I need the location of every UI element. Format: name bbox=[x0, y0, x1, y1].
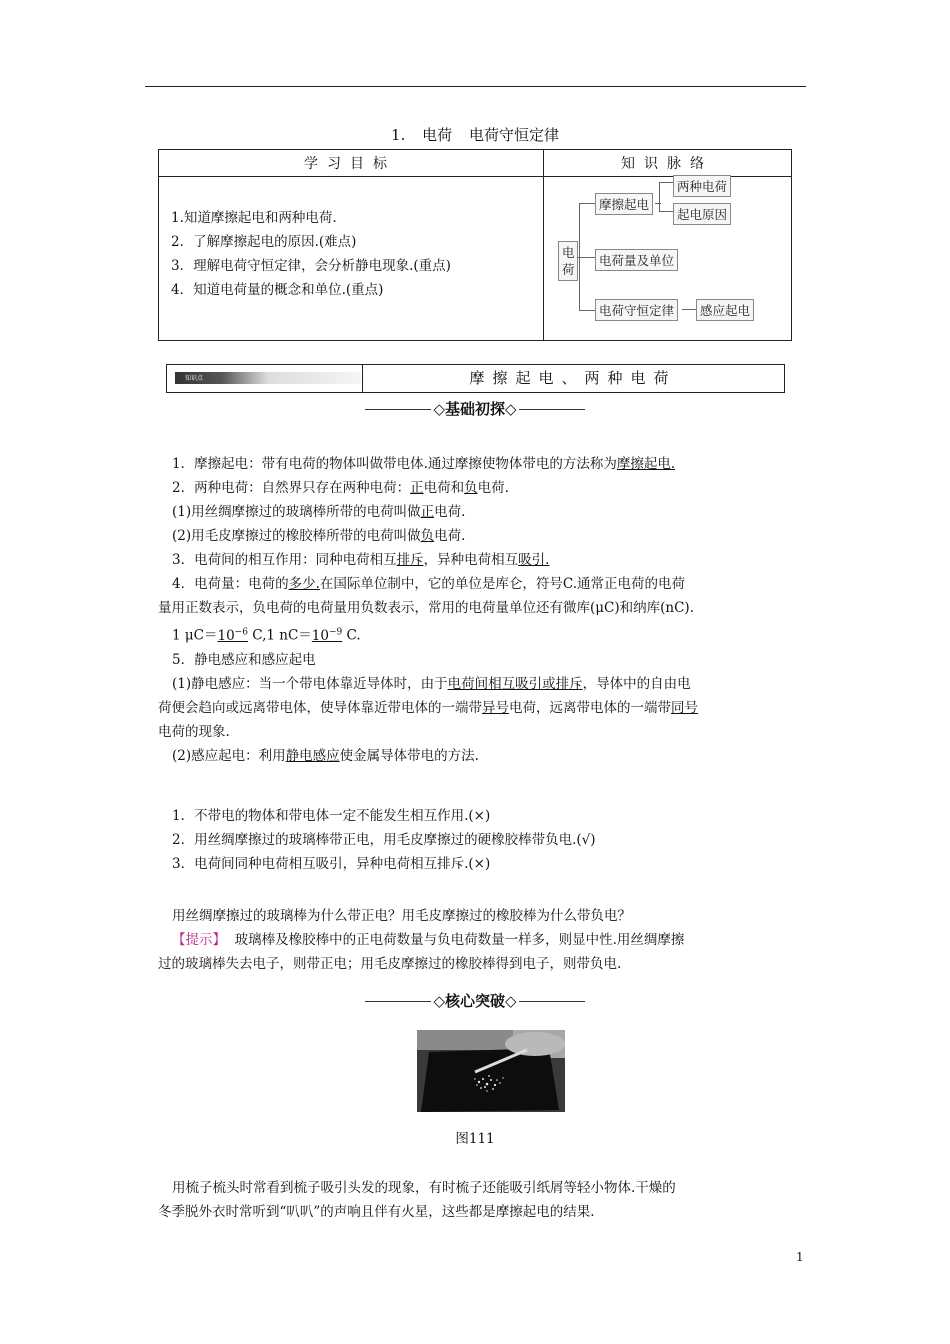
para-quantity-cont: 量用正数表示，负电荷的电荷量用负数表示，常用的电荷量单位还有微库(μC)和纳库(nC). bbox=[158, 600, 694, 616]
banner-basic-text: ◇基础初探◇ bbox=[433, 400, 517, 418]
para-interaction: 3．电荷间的相互作用：同种电荷相互排斥，异种电荷相互吸引. bbox=[172, 552, 550, 568]
map-quantity: 电荷量及单位 bbox=[595, 249, 678, 271]
header-rule bbox=[145, 86, 806, 87]
map-conservation: 电荷守恒定律 bbox=[595, 299, 678, 321]
judge-item: 1．不带电的物体和带电体一定不能发生相互作用.(×) bbox=[172, 808, 491, 824]
goal-item: 2．了解摩擦起电的原因.(难点) bbox=[171, 234, 357, 250]
figure-caption: 图111 bbox=[455, 1131, 495, 1147]
figure-photo bbox=[417, 1030, 565, 1112]
goal-item: 4．知道电荷量的概念和单位.(重点) bbox=[171, 282, 384, 298]
para-induction-1: (1)静电感应：当一个带电体靠近导体时，由于电荷间相互吸引或排斥，导体中的自由电 bbox=[172, 675, 691, 692]
objectives-table bbox=[158, 149, 792, 341]
para-induction-3: 电荷的现象. bbox=[158, 723, 230, 740]
para-induction-charging: (2)感应起电：利用静电感应使金属导体带电的方法. bbox=[172, 747, 479, 764]
section-tag-label: 知识点 bbox=[185, 375, 204, 382]
banner-core-text: ◇核心突破◇ bbox=[433, 992, 517, 1010]
map-friction: 摩擦起电 bbox=[595, 193, 653, 215]
title-part-b: 电荷守恒定律 bbox=[468, 126, 559, 144]
map-two-charges: 两种电荷 bbox=[673, 175, 731, 197]
closing-line-2: 冬季脱外衣时常听到“叭叭”的声响且伴有火星，这些都是摩擦起电的结果. bbox=[158, 1204, 595, 1220]
goal-item: 1.知道摩擦起电和两种电荷. bbox=[171, 210, 337, 226]
judge-item: 3．电荷间同种电荷相互吸引，异种电荷相互排斥.(×) bbox=[172, 856, 491, 872]
section-title: 摩擦起电、两种电荷 bbox=[469, 369, 677, 387]
basic-content bbox=[158, 452, 806, 768]
para-negative: (2)用毛皮摩擦过的橡胶棒所带的电荷叫做负电荷. bbox=[172, 528, 466, 544]
map-friction-connector bbox=[655, 203, 661, 204]
para-friction: 1．摩擦起电：带有电荷的物体叫做带电体.通过摩擦使物体带电的方法称为摩擦起电. bbox=[172, 456, 676, 472]
title-part-a: 电荷 bbox=[422, 126, 453, 144]
hint-line-1: 【提示】 玻璃棒及橡胶棒中的正电荷数量与负电荷数量一样多，则显中性.用丝绸摩擦 bbox=[172, 932, 685, 948]
map-root: 电荷 bbox=[558, 241, 578, 281]
closing-paragraph bbox=[158, 1176, 806, 1224]
objectives-header: 学习目标 bbox=[304, 156, 396, 172]
map-induction: 感应起电 bbox=[696, 299, 754, 321]
hint-label: 【提示】 bbox=[172, 932, 226, 948]
title-number: 1. bbox=[391, 126, 406, 144]
knowledge-map bbox=[543, 177, 791, 340]
para-positive: (1)用丝绸摩擦过的玻璃棒所带的电荷叫做正电荷. bbox=[172, 504, 466, 520]
question-text: 用丝绸摩擦过的玻璃棒为什么带正电？用毛皮摩擦过的橡胶棒为什么带负电？ bbox=[172, 908, 631, 924]
page-number: 1 bbox=[796, 1250, 804, 1264]
closing-line-1: 用梳子梳头时常看到梳子吸引头发的现象，有时梳子还能吸引纸屑等轻小物体.干燥的 bbox=[172, 1180, 676, 1196]
para-two-charges: 2．两种电荷：自然界只存在两种电荷：正电荷和负电荷. bbox=[172, 480, 509, 496]
map-induction-connector bbox=[682, 309, 696, 310]
para-induction-head: 5．静电感应和感应起电 bbox=[172, 651, 316, 668]
map-origin: 起电原因 bbox=[673, 203, 731, 225]
goal-item: 3．理解电荷守恒定律，会分析静电现象.(重点) bbox=[171, 258, 451, 274]
judge-item: 2．用丝绸摩擦过的玻璃棒带正电，用毛皮摩擦过的硬橡胶棒带负电.(√) bbox=[172, 832, 596, 848]
question-block bbox=[158, 904, 806, 976]
hint-line-2: 过的玻璃棒失去电子，则带正电；用毛皮摩擦过的橡胶棒得到电子，则带负电. bbox=[158, 956, 622, 972]
judge-list bbox=[172, 804, 806, 876]
page-title bbox=[0, 124, 950, 145]
para-quantity: 4．电荷量：电荷的多少.在国际单位制中，它的单位是库仑，符号C.通常正电荷的电荷 bbox=[172, 576, 686, 592]
section-bar bbox=[166, 364, 785, 393]
banner-core bbox=[0, 990, 950, 1011]
banner-basic bbox=[0, 398, 950, 419]
knowledge-header: 知识脉络 bbox=[621, 156, 713, 172]
map-connector bbox=[577, 257, 595, 258]
map-friction-bracket bbox=[659, 182, 674, 212]
para-units: 1 $\mu C=10^{-6}$ C,1 $nC=10^{-9}$ C. bbox=[172, 627, 361, 644]
para-induction-2: 荷便会趋向或远离带电体，使导体靠近带电体的一端带异号电荷，远离带电体的一端带同号 bbox=[158, 699, 698, 716]
goals-list bbox=[171, 206, 451, 302]
